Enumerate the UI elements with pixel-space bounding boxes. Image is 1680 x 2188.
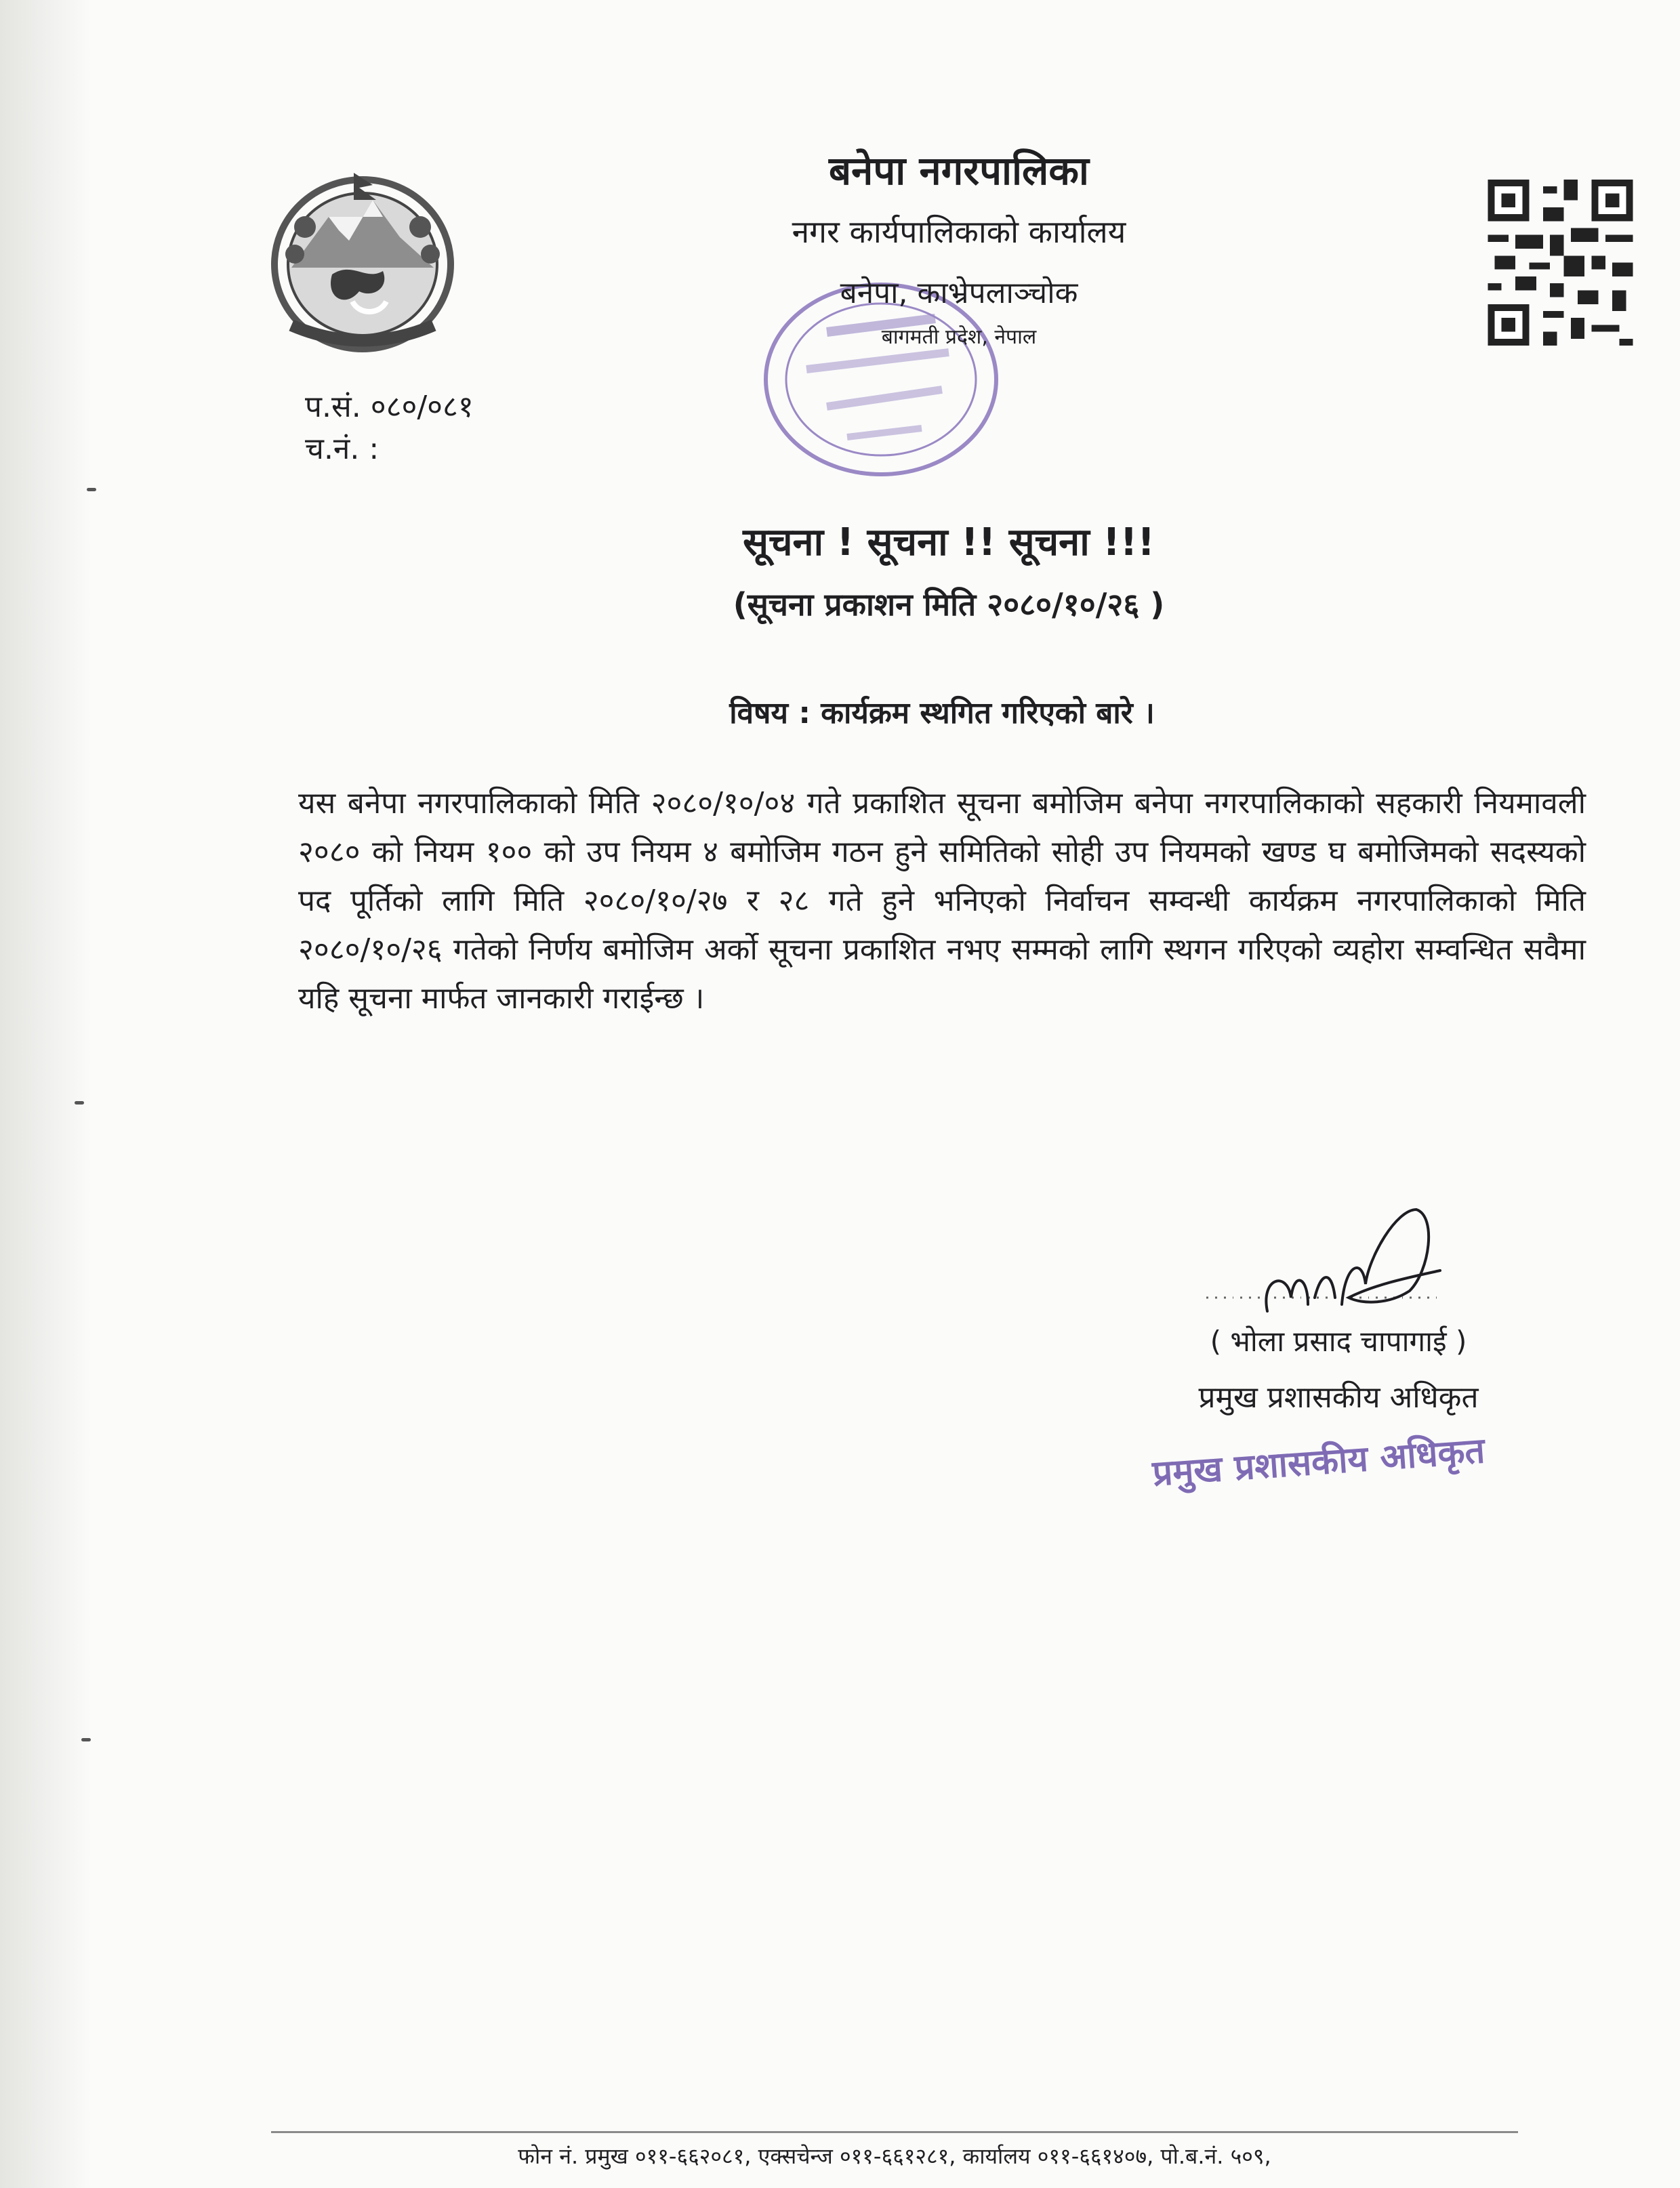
handwritten-signature	[1206, 1196, 1464, 1332]
nepal-coat-of-arms-icon	[264, 152, 461, 356]
title-stamp: प्रमुख प्रशासकीय अधिकृत	[1151, 1430, 1486, 1495]
dispatch-number: च.नं. :	[305, 432, 380, 466]
notice-body: यस बनेपा नगरपालिकाको मिति २०८०/१०/०४ गते प्रकाशित सूचना बमोजिम बनेपा नगरपालिकाको सहकारी नियमावली २०८० को नियम १०० को उप नियम ४ बमोजिम गठन हुने समितिको सोही उप नियमको खण्ड घ बमोजिमको सदस्यको पद पूर्तिको लागि मिति २०८०/१०/२७ र २८ गते हुने भनिएको निर्वाचन सम्वन्धी कार्यक्रम नगरपालिकाको मिति २०८०/१०/२६ गतेको निर्णय बमोजिम अर्को सूचना प्रकाशित नभए सम्मको लागि स्थगन गरिएको व्यहोरा सम्वन्धित सवैमा यहि सूचना मार्फत जानकारी गराईन्छ ।	[298, 786, 1586, 1016]
notice-subject: विषय : कार्यक्रम स्थगित गरिएको बारे ।	[729, 696, 1155, 730]
office-province: बागमती प्रदेश, नेपाल	[881, 325, 1037, 349]
qr-code-icon	[1488, 180, 1633, 346]
scan-speck	[81, 1738, 91, 1741]
notice-title: सूचना ! सूचना !! सूचना !!!	[743, 520, 1155, 564]
signatory-title: प्रमुख प्रशासकीय अधिकृत	[1198, 1380, 1479, 1415]
reference-block	[305, 386, 474, 470]
office-name: नगर कार्यपालिकाको कार्यालय	[792, 213, 1126, 250]
publish-date: (सूचना प्रकाशन मिति २०८०/१०/२६ )	[733, 586, 1165, 623]
scan-speck	[75, 1101, 84, 1105]
footer-contact: फोन नं. प्रमुख ०११-६६२०८१, एक्सचेन्ज ०११-६६१२८१, कार्यालय ०११-६६१४०७, पो.ब.नं. ५०९,	[518, 2143, 1271, 2169]
footer-divider	[271, 2131, 1518, 2133]
scan-edge-shadow	[0, 0, 91, 2188]
signatory-name: ( भोला प्रसाद चापागाई )	[1210, 1325, 1467, 1358]
letter-number: प.सं. ०८०/०८१	[305, 390, 474, 424]
scan-speck	[87, 488, 96, 491]
office-address: बनेपा, काभ्रेपलाञ्चोक	[840, 276, 1078, 310]
org-name: बनेपा नगरपालिका	[829, 148, 1089, 194]
